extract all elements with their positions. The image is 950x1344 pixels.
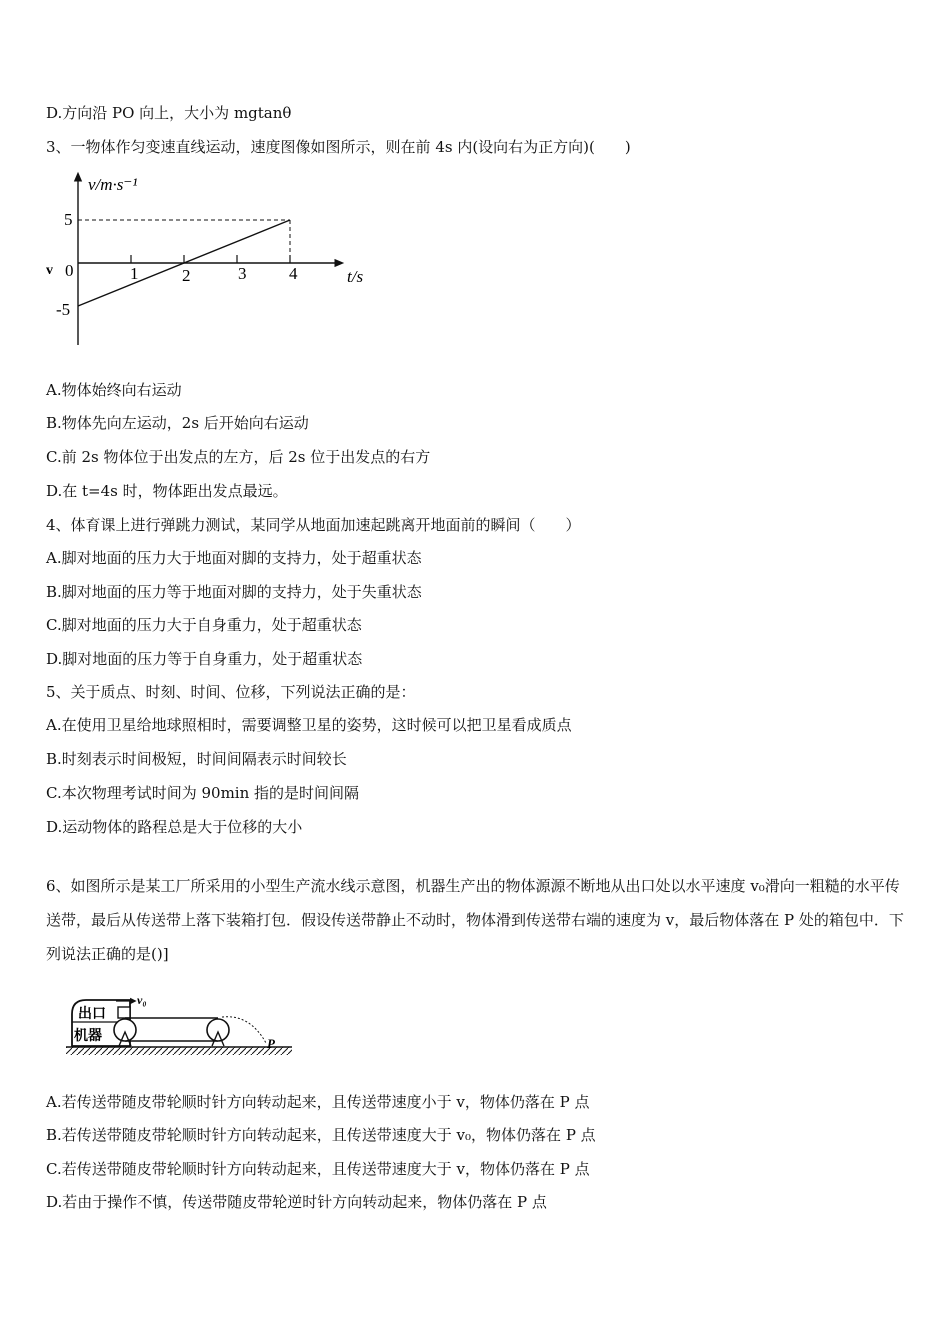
- y-tick-label-5: 5: [64, 210, 73, 229]
- q4-option-c: C.脚对地面的压力大于自身重力，处于超重状态: [46, 616, 362, 634]
- y-tick-label-0: 0: [65, 261, 74, 280]
- exit-label: 出口: [78, 1007, 106, 1022]
- q4-option-d: D.脚对地面的压力等于自身重力，处于超重状态: [46, 650, 363, 668]
- machine-label: 机器: [74, 1029, 102, 1044]
- q3-option-b: B.物体先向左运动，2s 后开始向右运动: [46, 414, 309, 432]
- q5-stem: 5、关于质点、时刻、时间、位移，下列说法正确的是：: [46, 683, 416, 701]
- q6-conveyor-diagram: [60, 988, 300, 1063]
- q4-option-b: B.脚对地面的压力等于地面对脚的支持力，处于失重状态: [46, 583, 422, 601]
- q6-option-c: C.若传送带随皮带轮顺时针方向转动起来，且传送带速度大于 v，物体仍落在 P 点: [46, 1160, 590, 1178]
- left-pulley: [114, 1019, 136, 1041]
- q5-option-c: C.本次物理考试时间为 90min 指的是时间间隔: [46, 784, 360, 802]
- q6-option-b: B.若传送带随皮带轮顺时针方向转动起来，且传送带速度大于 v₀，物体仍落在 P 点: [46, 1126, 596, 1144]
- velocity-label: v₀: [137, 993, 147, 1007]
- x-tick-label-3: 3: [238, 264, 247, 283]
- q5-option-b: B.时刻表示时间极短，时间间隔表示时间较长: [46, 750, 347, 768]
- q3-option-c: C.前 2s 物体位于出发点的左方，后 2s 位于出发点的右方: [46, 448, 431, 466]
- q3-velocity-time-graph: [40, 170, 380, 350]
- x-tick-label-2: 2: [182, 266, 191, 285]
- point-p-label: P: [267, 1036, 275, 1051]
- q6-option-d: D.若由于操作不慎，传送带随皮带轮逆时针方向转动起来，物体仍落在 P 点: [46, 1193, 547, 1211]
- x-tick-label-1: 1: [130, 264, 139, 283]
- q6-stem: 6、如图所示是某工厂所采用的小型生产流水线示意图，机器生产出的物体源源不断地从出口处以水平速度 v₀滑向一粗糙的水平传送带，最后从传送带上落下装箱打包．假设传送带静止不动时，物体滑到传送带右端的速度为 v，最后物体落在 P 处的箱包中．下列说法正确的是()]: [46, 877, 904, 963]
- side-label-v: v: [46, 263, 53, 278]
- x-tick-label-4: 4: [289, 264, 298, 283]
- object-block: [118, 1007, 130, 1018]
- q5-option-d: D.运动物体的路程总是大于位移的大小: [46, 818, 303, 836]
- y-axis-label: v/m·s⁻¹: [88, 175, 138, 194]
- q6-option-a: A.若传送带随皮带轮顺时针方向转动起来，且传送带速度小于 v，物体仍落在 P 点: [46, 1093, 590, 1111]
- ground-hatch: [66, 1047, 292, 1055]
- q2-option-d: D.方向沿 PO 向上，大小为 mgtanθ: [46, 104, 292, 122]
- q4-stem: 4、体育课上进行弹跳力测试，某同学从地面加速起跳离开地面前的瞬间（ ）: [46, 516, 581, 534]
- q4-option-a: A.脚对地面的压力大于地面对脚的支持力，处于超重状态: [46, 549, 422, 567]
- q3-option-d: D.在 t=4s 时，物体距出发点最远。: [46, 482, 288, 500]
- x-axis-label: t/s: [347, 267, 364, 286]
- q3-option-a: A.物体始终向右运动: [46, 381, 182, 399]
- q3-stem: 3、一物体作匀变速直线运动，速度图像如图所示，则在前 4s 内(设向右为正方向)( ): [46, 138, 631, 156]
- q5-option-a: A.在使用卫星给地球照相时，需要调整卫星的姿势，这时候可以把卫星看成质点: [46, 716, 572, 734]
- right-pulley: [207, 1019, 229, 1041]
- y-tick-label-minus5: -5: [56, 300, 71, 319]
